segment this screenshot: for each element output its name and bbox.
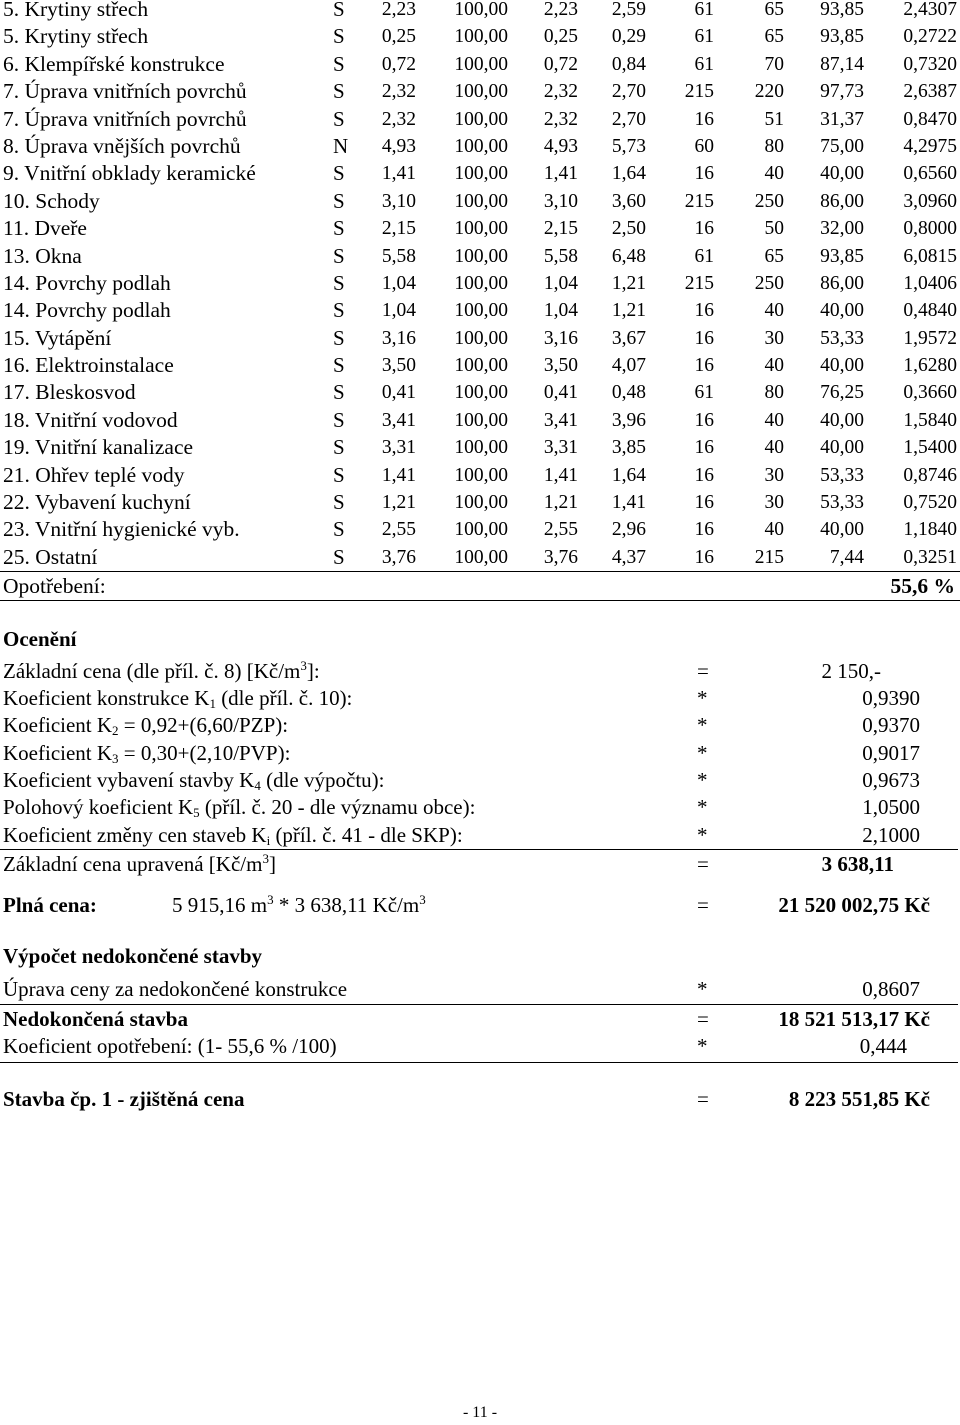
row-value-6: 65	[764, 26, 784, 48]
row-value-7: 32,00	[820, 218, 864, 240]
table-row	[0, 78, 960, 105]
row-value-4: 5,73	[611, 135, 646, 157]
result-label: Stavba čp. 1 - zjištěná cena	[3, 1087, 245, 1111]
row-value-7: 40,00	[820, 437, 864, 459]
row-value-3: 0,72	[543, 53, 578, 75]
row-value-7: 40,00	[820, 409, 864, 431]
row-value-1: 1,04	[381, 272, 416, 294]
row-value-5: 61	[694, 26, 714, 48]
construction-elements-table	[0, 0, 960, 571]
row-value-4: 1,64	[611, 464, 646, 486]
row-value-4: 2,59	[611, 0, 646, 20]
row-value-2: 100,00	[454, 437, 508, 459]
row-value-5: 16	[694, 218, 714, 240]
row-value-7: 93,85	[820, 0, 864, 20]
row-name: 22. Vybavení kuchyní	[3, 490, 191, 515]
row-name: 7. Úprava vnitřních povrchů	[3, 106, 247, 131]
row-type: S	[333, 298, 345, 323]
adjusted-price-operator: =	[697, 852, 709, 876]
row-type: S	[333, 79, 345, 104]
row-value-4: 0,84	[611, 53, 646, 75]
row-value-5: 16	[694, 437, 714, 459]
row-value-8: 0,3251	[903, 546, 957, 568]
row-value-5: 16	[694, 355, 714, 377]
row-value-6: 40	[764, 300, 784, 322]
row-type: S	[333, 24, 345, 49]
row-value-8: 0,7320	[903, 53, 957, 75]
full-price-formula: 5 915,16 $m^3 * 3$ 638,11 $Kč/m^3$	[172, 892, 426, 917]
row-value-7: 53,33	[820, 492, 864, 514]
row-value-3: 3,16	[543, 327, 578, 349]
row-value-7: 86,00	[820, 272, 864, 294]
k1-value: 0,9390	[862, 686, 920, 710]
row-type: S	[333, 462, 345, 487]
row-value-3: 2,32	[543, 108, 578, 130]
depreciation-rule	[0, 600, 960, 601]
row-value-7: 93,85	[820, 26, 864, 48]
row-value-5: 60	[694, 135, 714, 157]
row-value-8: 0,8470	[903, 108, 957, 130]
row-value-6: 70	[764, 53, 784, 75]
row-value-8: 0,6560	[903, 163, 957, 185]
unfinished-adjustment-label: Úprava ceny za nedokončené konstrukce	[3, 977, 348, 1001]
table-row	[0, 51, 960, 78]
row-value-2: 100,00	[454, 108, 508, 130]
row-type: S	[333, 544, 345, 569]
row-value-4: 2,50	[611, 218, 646, 240]
k1-label: Koeficient konstrukce $K_1$ (dle příl. č. 10):	[3, 686, 353, 711]
row-value-2: 100,00	[454, 190, 508, 212]
row-name: 13. Okna	[3, 243, 82, 268]
row-value-8: 1,1840	[903, 519, 957, 541]
row-value-3: 1,21	[543, 492, 578, 514]
row-type: S	[333, 353, 345, 378]
base-price-label: Základní cena (dle příl. č. 8) $[Kč/m^3]$:	[3, 658, 320, 683]
row-value-4: 1,21	[611, 272, 646, 294]
unfinished-building-operator: =	[697, 1007, 709, 1031]
row-value-8: 0,2722	[903, 26, 957, 48]
row-value-6: 40	[764, 437, 784, 459]
row-value-2: 100,00	[454, 163, 508, 185]
adjusted-price-rule	[0, 849, 958, 850]
row-value-7: 87,14	[820, 53, 864, 75]
row-value-3: 1,04	[543, 272, 578, 294]
row-name: 14. Povrchy podlah	[3, 270, 171, 295]
row-value-4: 0,48	[611, 382, 646, 404]
row-value-6: 40	[764, 355, 784, 377]
table-row	[0, 106, 960, 133]
row-value-8: 1,5400	[903, 437, 957, 459]
row-value-8: 2,6387	[903, 81, 957, 103]
row-value-1: 2,15	[381, 218, 416, 240]
row-value-7: 75,00	[820, 135, 864, 157]
table-row	[0, 352, 960, 379]
result-value: 8 223 551,85 Kč	[788, 1087, 930, 1111]
k3-label: Koeficient $K_3 = 0,30+(2,10/PVP)$:	[3, 741, 291, 766]
k4-label: Koeficient vybavení stavby $K_4$ (dle výpočtu):	[3, 768, 385, 793]
row-value-4: 2,70	[611, 108, 646, 130]
row-value-7: 53,33	[820, 464, 864, 486]
row-type: S	[333, 380, 345, 405]
table-row	[0, 188, 960, 215]
table-row	[0, 215, 960, 242]
row-type: S	[333, 161, 345, 186]
row-value-4: 3,67	[611, 327, 646, 349]
row-value-4: 2,96	[611, 519, 646, 541]
row-type: S	[333, 51, 345, 76]
row-value-4: 3,96	[611, 409, 646, 431]
row-value-2: 100,00	[454, 492, 508, 514]
table-row	[0, 270, 960, 297]
row-value-6: 40	[764, 519, 784, 541]
full-price-label: Plná cena:	[3, 893, 97, 917]
depreciation-coef-label: Koeficient opotřebení: (1- 55,6 % /100)	[3, 1034, 337, 1058]
row-value-5: 215	[684, 81, 714, 103]
row-name: 7. Úprava vnitřních povrchů	[3, 79, 247, 104]
row-value-1: 3,50	[381, 355, 416, 377]
k5-operator: *	[697, 795, 708, 819]
row-value-2: 100,00	[454, 245, 508, 267]
row-value-1: 1,41	[381, 163, 416, 185]
row-value-1: 2,55	[381, 519, 416, 541]
row-name: 18. Vnitřní vodovod	[3, 407, 178, 432]
row-value-3: 1,41	[543, 464, 578, 486]
row-value-3: 4,93	[543, 135, 578, 157]
row-value-1: 2,23	[381, 0, 416, 20]
table-row	[0, 434, 960, 461]
row-value-5: 16	[694, 300, 714, 322]
row-value-5: 61	[694, 0, 714, 20]
depreciation-coef-value: 0,444	[859, 1034, 907, 1058]
row-value-1: 5,58	[381, 245, 416, 267]
row-value-1: 1,04	[381, 300, 416, 322]
row-value-6: 30	[764, 492, 784, 514]
row-value-4: 1,64	[611, 163, 646, 185]
row-value-7: 76,25	[820, 382, 864, 404]
row-type: S	[333, 435, 345, 460]
row-value-6: 80	[764, 135, 784, 157]
table-row	[0, 23, 960, 50]
row-name: 14. Povrchy podlah	[3, 298, 171, 323]
row-value-7: 86,00	[820, 190, 864, 212]
row-value-4: 3,60	[611, 190, 646, 212]
row-value-8: 2,4307	[903, 0, 957, 20]
row-type: S	[333, 216, 345, 241]
row-value-2: 100,00	[454, 26, 508, 48]
k2-value: 0,9370	[862, 713, 920, 737]
k5-label: Polohový koeficient $K_5$ (příl. č. 20 - dle významu obce):	[3, 795, 476, 820]
ki-operator: *	[697, 823, 708, 847]
row-value-2: 100,00	[454, 135, 508, 157]
row-value-4: 4,07	[611, 355, 646, 377]
row-value-3: 3,41	[543, 409, 578, 431]
row-value-7: 53,33	[820, 327, 864, 349]
table-row	[0, 544, 960, 571]
row-value-2: 100,00	[454, 327, 508, 349]
row-value-7: 40,00	[820, 163, 864, 185]
row-value-8: 0,8746	[903, 464, 957, 486]
row-value-3: 3,10	[543, 190, 578, 212]
row-type: N	[333, 133, 349, 158]
row-value-2: 100,00	[454, 355, 508, 377]
ki-value: 2,1000	[862, 823, 920, 847]
row-value-5: 61	[694, 382, 714, 404]
row-value-8: 6,0815	[903, 245, 957, 267]
k2-operator: *	[697, 713, 708, 737]
row-value-5: 61	[694, 53, 714, 75]
table-row	[0, 325, 960, 352]
full-price-operator: =	[697, 893, 709, 917]
row-value-1: 1,41	[381, 464, 416, 486]
table-row	[0, 516, 960, 543]
row-value-5: 16	[694, 163, 714, 185]
row-value-5: 61	[694, 245, 714, 267]
unfinished-rule	[0, 1004, 958, 1005]
row-value-8: 0,3660	[903, 382, 957, 404]
row-value-5: 16	[694, 464, 714, 486]
table-row	[0, 407, 960, 434]
k4-value: 0,9673	[862, 768, 920, 792]
row-type: S	[333, 490, 345, 515]
row-value-8: 1,9572	[903, 327, 957, 349]
ki-label: Koeficient změny cen staveb $K_i$ (příl. č. 41 - dle SKP):	[3, 823, 463, 848]
row-value-8: 3,0960	[903, 190, 957, 212]
k5-value: 1,0500	[862, 795, 920, 819]
row-value-3: 2,15	[543, 218, 578, 240]
row-type: S	[333, 270, 345, 295]
row-value-4: 1,41	[611, 492, 646, 514]
row-value-7: 40,00	[820, 519, 864, 541]
valuation-heading: Ocenění	[3, 627, 77, 651]
row-value-1: 3,76	[381, 546, 416, 568]
row-value-3: 3,31	[543, 437, 578, 459]
row-value-2: 100,00	[454, 218, 508, 240]
row-name: 10. Schody	[3, 188, 100, 213]
row-value-2: 100,00	[454, 0, 508, 20]
depreciation-value: 55,6 %	[890, 574, 955, 598]
row-value-5: 16	[694, 108, 714, 130]
row-value-5: 16	[694, 327, 714, 349]
row-value-2: 100,00	[454, 409, 508, 431]
row-value-5: 16	[694, 409, 714, 431]
row-name: 17. Bleskosvod	[3, 380, 136, 405]
depreciation-label: Opotřebení:	[3, 574, 106, 598]
row-value-6: 40	[764, 409, 784, 431]
row-value-3: 3,50	[543, 355, 578, 377]
row-value-2: 100,00	[454, 81, 508, 103]
row-value-4: 3,85	[611, 437, 646, 459]
row-value-2: 100,00	[454, 519, 508, 541]
table-row	[0, 243, 960, 270]
row-value-6: 51	[764, 108, 784, 130]
row-type: S	[333, 517, 345, 542]
table-row	[0, 379, 960, 406]
row-value-6: 215	[754, 546, 784, 568]
row-value-6: 250	[754, 190, 784, 212]
row-value-4: 2,70	[611, 81, 646, 103]
table-row	[0, 489, 960, 516]
row-value-6: 40	[764, 163, 784, 185]
adjusted-price-label: Základní cena upravená $[Kč/m^3]$	[3, 851, 276, 876]
adjusted-price-value: 3 638,11	[821, 852, 894, 876]
row-value-3: 2,55	[543, 519, 578, 541]
row-value-1: 0,41	[381, 382, 416, 404]
row-value-8: 1,0406	[903, 272, 957, 294]
unfinished-building-label: Nedokončená stavba	[3, 1007, 188, 1031]
row-value-8: 0,4840	[903, 300, 957, 322]
row-name: 16. Elektroinstalace	[3, 353, 174, 378]
row-value-7: 7,44	[829, 546, 864, 568]
row-name: 6. Klempířské konstrukce	[3, 51, 225, 76]
unfinished-adjustment-value: 0,8607	[862, 977, 920, 1001]
row-value-8: 0,7520	[903, 492, 957, 514]
row-value-4: 0,29	[611, 26, 646, 48]
row-value-2: 100,00	[454, 464, 508, 486]
k2-label: Koeficient $K_2 = 0,92+(6,60/PZP)$:	[3, 713, 289, 738]
k3-value: 0,9017	[862, 741, 920, 765]
row-type: S	[333, 106, 345, 131]
row-value-3: 0,25	[543, 26, 578, 48]
row-value-3: 2,32	[543, 81, 578, 103]
row-value-1: 0,25	[381, 26, 416, 48]
row-type: S	[333, 407, 345, 432]
base-price-value: 2 150,-	[821, 659, 881, 683]
row-value-1: 1,21	[381, 492, 416, 514]
row-value-2: 100,00	[454, 546, 508, 568]
result-rule	[0, 1062, 958, 1063]
row-name: 5. Krytiny střech	[3, 0, 149, 21]
row-value-6: 50	[764, 218, 784, 240]
row-value-3: 5,58	[543, 245, 578, 267]
row-value-1: 4,93	[381, 135, 416, 157]
row-value-7: 93,85	[820, 245, 864, 267]
row-value-5: 215	[684, 272, 714, 294]
row-value-8: 1,6280	[903, 355, 957, 377]
row-value-7: 40,00	[820, 355, 864, 377]
row-value-7: 40,00	[820, 300, 864, 322]
row-name: 19. Vnitřní kanalizace	[3, 435, 194, 460]
page-number: - 11 -	[462, 1404, 498, 1421]
table-bottom-rule	[0, 571, 960, 572]
row-name: 25. Ostatní	[3, 544, 98, 569]
base-price-operator: =	[697, 659, 709, 683]
k1-operator: *	[697, 686, 708, 710]
row-value-6: 220	[754, 81, 784, 103]
row-type: S	[333, 188, 345, 213]
row-name: 15. Vytápění	[3, 325, 112, 350]
unfinished-building-value: 18 521 513,17 Kč	[778, 1007, 930, 1031]
row-value-6: 30	[764, 327, 784, 349]
table-row	[0, 160, 960, 187]
row-name: 23. Vnitřní hygienické vyb.	[3, 517, 240, 542]
row-value-3: 1,41	[543, 163, 578, 185]
row-value-3: 0,41	[543, 382, 578, 404]
row-value-1: 2,32	[381, 81, 416, 103]
row-name: 21. Ohřev teplé vody	[3, 462, 185, 487]
row-value-3: 3,76	[543, 546, 578, 568]
row-value-2: 100,00	[454, 382, 508, 404]
row-type: S	[333, 325, 345, 350]
row-value-7: 97,73	[820, 81, 864, 103]
row-name: 9. Vnitřní obklady keramické	[3, 161, 256, 186]
row-value-4: 1,21	[611, 300, 646, 322]
row-value-1: 3,31	[381, 437, 416, 459]
row-type: S	[333, 0, 345, 21]
unfinished-heading: Výpočet nedokončené stavby	[3, 944, 263, 968]
row-value-2: 100,00	[454, 300, 508, 322]
table-row	[0, 0, 960, 23]
row-value-6: 65	[764, 245, 784, 267]
row-value-1: 0,72	[381, 53, 416, 75]
row-value-5: 16	[694, 519, 714, 541]
row-name: 5. Krytiny střech	[3, 24, 149, 49]
row-value-6: 30	[764, 464, 784, 486]
row-value-2: 100,00	[454, 272, 508, 294]
row-value-8: 1,5840	[903, 409, 957, 431]
depreciation-coef-operator: *	[697, 1034, 708, 1058]
k4-operator: *	[697, 768, 708, 792]
table-row	[0, 133, 960, 160]
unfinished-adjustment-operator: *	[697, 977, 708, 1001]
row-value-6: 65	[764, 0, 784, 20]
full-price-value: 21 520 002,75 Kč	[778, 893, 930, 917]
row-value-8: 4,2975	[903, 135, 957, 157]
row-value-6: 250	[754, 272, 784, 294]
result-operator: =	[697, 1087, 709, 1111]
row-name: 11. Dveře	[3, 216, 87, 241]
k3-operator: *	[697, 741, 708, 765]
row-type: S	[333, 243, 345, 268]
row-value-5: 215	[684, 190, 714, 212]
row-value-3: 2,23	[543, 0, 578, 20]
row-value-7: 31,37	[820, 108, 864, 130]
table-row	[0, 462, 960, 489]
row-value-1: 3,10	[381, 190, 416, 212]
row-value-5: 16	[694, 492, 714, 514]
table-row	[0, 297, 960, 324]
row-value-6: 80	[764, 382, 784, 404]
row-value-1: 3,41	[381, 409, 416, 431]
row-value-1: 3,16	[381, 327, 416, 349]
row-value-4: 6,48	[611, 245, 646, 267]
row-value-1: 2,32	[381, 108, 416, 130]
row-value-5: 16	[694, 546, 714, 568]
row-name: 8. Úprava vnějších povrchů	[3, 133, 241, 158]
row-value-3: 1,04	[543, 300, 578, 322]
row-value-2: 100,00	[454, 53, 508, 75]
row-value-4: 4,37	[611, 546, 646, 568]
row-value-8: 0,8000	[903, 218, 957, 240]
